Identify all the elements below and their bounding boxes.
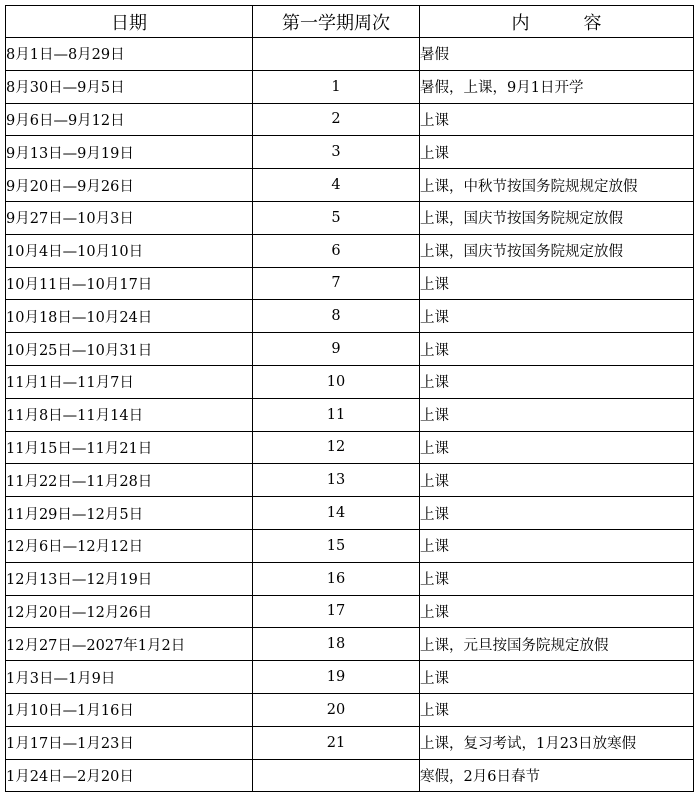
content-cell: 上课	[420, 693, 694, 726]
week-cell: 8	[253, 300, 420, 333]
content-cell: 上课	[420, 300, 694, 333]
content-cell: 上课	[420, 497, 694, 530]
content-cell: 上课，中秋节按国务院规规定放假	[420, 169, 694, 202]
content-cell: 上课	[420, 529, 694, 562]
date-cell: 11月22日—11月28日	[6, 464, 253, 497]
content-cell: 暑假	[420, 38, 694, 71]
content-cell: 上课	[420, 333, 694, 366]
content-cell: 上课，国庆节按国务院规定放假	[420, 201, 694, 234]
date-cell: 8月30日—9月5日	[6, 70, 253, 103]
content-cell: 上课，复习考试，1月23日放寒假	[420, 726, 694, 759]
table-row	[6, 103, 694, 136]
semester-calendar-table	[5, 5, 694, 792]
week-cell: 12	[253, 431, 420, 464]
date-cell: 10月18日—10月24日	[6, 300, 253, 333]
content-cell: 上课，国庆节按国务院规定放假	[420, 234, 694, 267]
date-cell: 9月13日—9月19日	[6, 136, 253, 169]
table-row	[6, 234, 694, 267]
header-content: 内 容	[420, 6, 694, 38]
week-cell: 20	[253, 693, 420, 726]
content-cell: 上课	[420, 267, 694, 300]
date-cell: 1月10日—1月16日	[6, 693, 253, 726]
date-cell: 9月20日—9月26日	[6, 169, 253, 202]
date-cell: 1月17日—1月23日	[6, 726, 253, 759]
date-cell: 9月6日—9月12日	[6, 103, 253, 136]
week-cell: 10	[253, 365, 420, 398]
table-row	[6, 759, 694, 792]
table-row	[6, 497, 694, 530]
week-cell: 6	[253, 234, 420, 267]
table-row	[6, 595, 694, 628]
table-row	[6, 333, 694, 366]
table-row	[6, 38, 694, 71]
date-cell: 11月1日—11月7日	[6, 365, 253, 398]
date-cell: 12月20日—12月26日	[6, 595, 253, 628]
table-row	[6, 464, 694, 497]
week-cell: 9	[253, 333, 420, 366]
table-header	[6, 6, 694, 38]
date-cell: 11月8日—11月14日	[6, 398, 253, 431]
table-row	[6, 529, 694, 562]
content-cell: 上课，元旦按国务院规定放假	[420, 628, 694, 661]
table-row	[6, 628, 694, 661]
week-cell: 14	[253, 497, 420, 530]
date-cell: 12月6日—12月12日	[6, 529, 253, 562]
table-row	[6, 693, 694, 726]
table-body	[6, 38, 694, 792]
content-cell: 寒假，2月6日春节	[420, 759, 694, 792]
date-cell: 10月11日—10月17日	[6, 267, 253, 300]
content-cell: 上课	[420, 562, 694, 595]
table-row	[6, 562, 694, 595]
week-cell: 15	[253, 529, 420, 562]
week-cell: 1	[253, 70, 420, 103]
table-row	[6, 70, 694, 103]
date-cell: 9月27日—10月3日	[6, 201, 253, 234]
week-cell: 3	[253, 136, 420, 169]
date-cell: 1月3日—1月9日	[6, 661, 253, 694]
week-cell	[253, 38, 420, 71]
date-cell: 12月13日—12月19日	[6, 562, 253, 595]
table-row	[6, 661, 694, 694]
content-cell: 上课	[420, 661, 694, 694]
week-cell	[253, 759, 420, 792]
table-row	[6, 431, 694, 464]
header-date: 日期	[6, 6, 253, 38]
date-cell: 12月27日—2027年1月2日	[6, 628, 253, 661]
date-cell: 10月25日—10月31日	[6, 333, 253, 366]
content-cell: 上课	[420, 136, 694, 169]
table-row	[6, 169, 694, 202]
header-row	[6, 6, 694, 38]
week-cell: 4	[253, 169, 420, 202]
week-cell: 13	[253, 464, 420, 497]
date-cell: 11月29日—12月5日	[6, 497, 253, 530]
date-cell: 10月4日—10月10日	[6, 234, 253, 267]
table-row	[6, 300, 694, 333]
table-row	[6, 726, 694, 759]
date-cell: 1月24日—2月20日	[6, 759, 253, 792]
week-cell: 18	[253, 628, 420, 661]
table-row	[6, 267, 694, 300]
week-cell: 7	[253, 267, 420, 300]
content-cell: 上课	[420, 398, 694, 431]
week-cell: 19	[253, 661, 420, 694]
content-cell: 上课	[420, 595, 694, 628]
week-cell: 11	[253, 398, 420, 431]
week-cell: 21	[253, 726, 420, 759]
table-row	[6, 398, 694, 431]
content-cell: 上课	[420, 103, 694, 136]
week-cell: 5	[253, 201, 420, 234]
date-cell: 8月1日—8月29日	[6, 38, 253, 71]
date-cell: 11月15日—11月21日	[6, 431, 253, 464]
table-row	[6, 136, 694, 169]
table-row	[6, 365, 694, 398]
content-cell: 上课	[420, 365, 694, 398]
week-cell: 17	[253, 595, 420, 628]
week-cell: 2	[253, 103, 420, 136]
content-cell: 上课	[420, 464, 694, 497]
week-cell: 16	[253, 562, 420, 595]
header-week: 第一学期周次	[253, 6, 420, 38]
table-row	[6, 201, 694, 234]
content-cell: 暑假，上课，9月1日开学	[420, 70, 694, 103]
content-cell: 上课	[420, 431, 694, 464]
